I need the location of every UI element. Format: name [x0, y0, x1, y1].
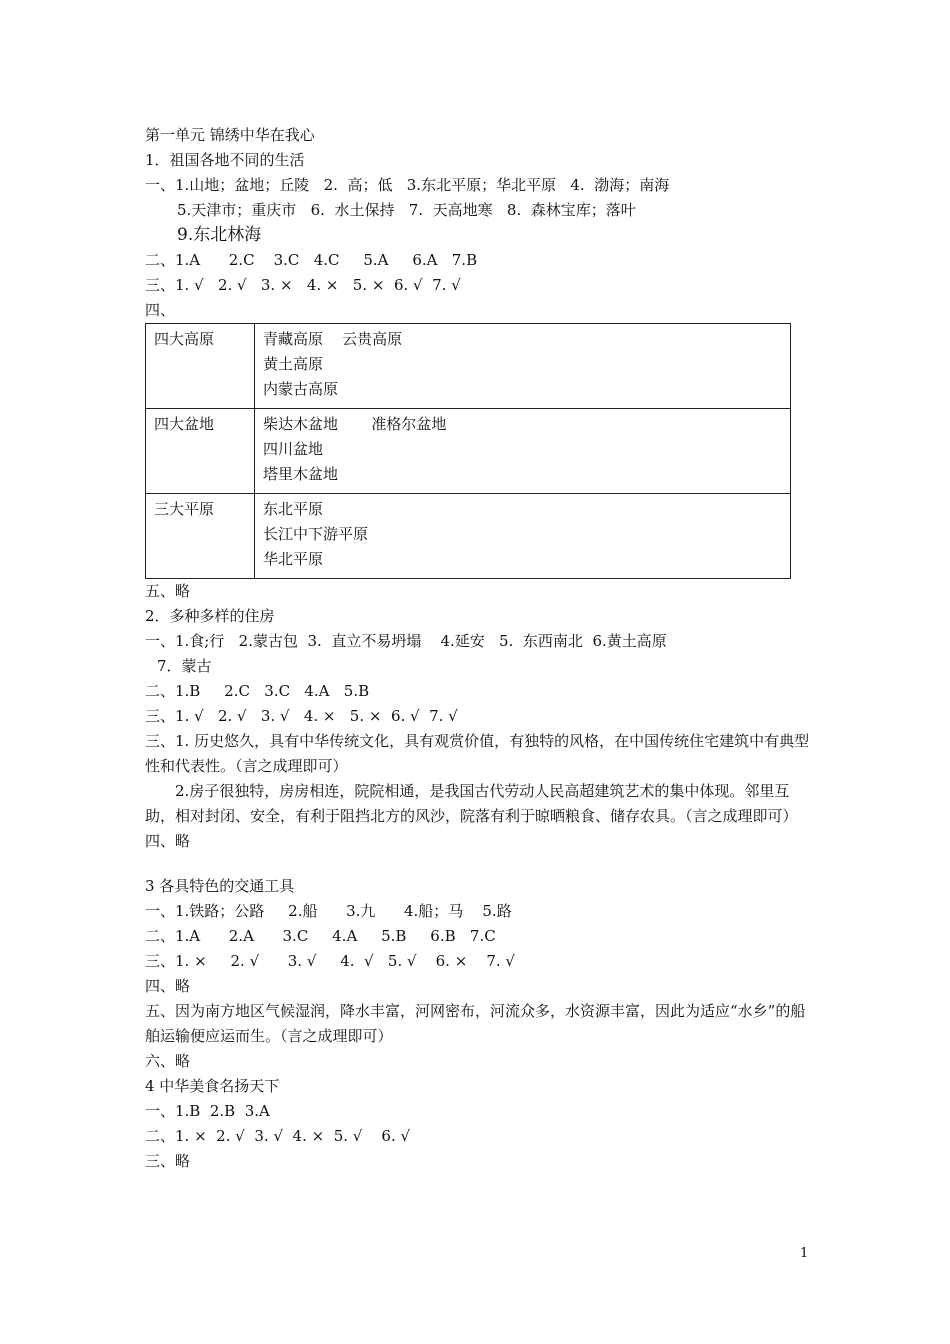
table-head-cell: 四大高原	[146, 324, 255, 409]
table-items-cell	[255, 409, 791, 494]
answer-line: 三、1. √ 2. √ 3. √ 4. × 5. × 6. √ 7. √	[145, 707, 458, 725]
table-item: 青藏高原 云贵高原	[263, 330, 403, 348]
table-item: 四川盆地	[263, 440, 324, 458]
answer-line: 二、1. × 2. √ 3. √ 4. × 5. √ 6. √	[145, 1127, 411, 1145]
answer-paragraph: 2.房子很独特，房房相连，院院相通，是我国古代劳动人民高超建筑艺术的集中体现。邻里互助，相对封闭、安全，有利于阻挡北方的风沙，院落有利于晾晒粮食、储存农具。（言之成理即可）	[145, 782, 798, 825]
table-head-cell: 三大平原	[146, 494, 255, 579]
spacer	[145, 854, 810, 874]
answer-line: 一、1.食;行 2.蒙古包 3. 直立不易坍塌 4.延安 5. 东西南北 6.黄土高原	[145, 632, 667, 650]
table-item: 黄土高原	[263, 355, 324, 373]
landform-table	[145, 323, 791, 579]
answer-line: 四、略	[145, 832, 191, 850]
answer-content	[145, 123, 810, 1174]
answer-line: 一、1.铁路；公路 2.船 3.九 4.船；马 5.路	[145, 902, 512, 920]
answer-line: 四、	[145, 301, 176, 319]
answer-line: 5.天津市；重庆市 6. 水土保持 7. 天高地寒 8. 森林宝库；落叶	[177, 201, 636, 219]
answer-line: 三、略	[145, 1152, 191, 1170]
table-head-cell: 四大盆地	[146, 409, 255, 494]
section-title: 1．祖国各地不同的生活	[145, 151, 305, 169]
answer-line: 三、1. × 2. √ 3. √ 4. √ 5. √ 6. × 7. √	[145, 952, 515, 970]
answer-line: 一、1.B 2.B 3.A	[145, 1102, 270, 1120]
answer-line: 9.东北林海	[177, 225, 262, 245]
table-row	[146, 409, 791, 494]
section-title: 2．多种多样的住房	[145, 607, 275, 625]
answer-line: 六、略	[145, 1052, 191, 1070]
table-items-cell	[255, 324, 791, 409]
table-item: 塔里木盆地	[263, 465, 339, 483]
answer-line: 7．蒙古	[157, 657, 212, 675]
answer-line: 二、1.A 2.A 3.C 4.A 5.B 6.B 7.C	[145, 927, 496, 945]
page-number: 1	[800, 1246, 809, 1261]
table-row	[146, 494, 791, 579]
table-row	[146, 324, 791, 409]
table-items-cell	[255, 494, 791, 579]
table-item: 华北平原	[263, 550, 324, 568]
section-title: 3 各具特色的交通工具	[145, 877, 295, 895]
section-title: 4 中华美食名扬天下	[145, 1077, 280, 1095]
answer-line: 三、1. √ 2. √ 3. × 4. × 5. × 6. √ 7. √	[145, 276, 461, 294]
table-item: 柴达木盆地 准格尔盆地	[263, 415, 447, 433]
answer-line: 四、略	[145, 977, 191, 995]
table-item: 东北平原	[263, 500, 324, 518]
answer-line: 二、1.B 2.C 3.C 4.A 5.B	[145, 682, 370, 700]
table-item: 内蒙古高原	[263, 380, 339, 398]
unit-title: 第一单元 锦绣中华在我心	[145, 126, 315, 144]
table-item: 长江中下游平原	[263, 525, 369, 543]
answer-line: 五、略	[145, 582, 191, 600]
answer-line: 二、1.A 2.C 3.C 4.C 5.A 6.A 7.B	[145, 251, 478, 269]
answer-line: 一、1.山地；盆地；丘陵 2. 高；低 3.东北平原；华北平原 4. 渤海；南海	[145, 176, 670, 194]
answer-paragraph: 三、1. 历史悠久，具有中华传统文化，具有观赏价值，有独特的风格，在中国传统住宅建筑中有典型性和代表性。（言之成理即可）	[145, 732, 810, 775]
answer-paragraph: 五、因为南方地区气候湿润，降水丰富，河网密布，河流众多，水资源丰富，因此为适应“水乡”的船舶运输便应运而生。（言之成理即可）	[145, 1002, 806, 1045]
